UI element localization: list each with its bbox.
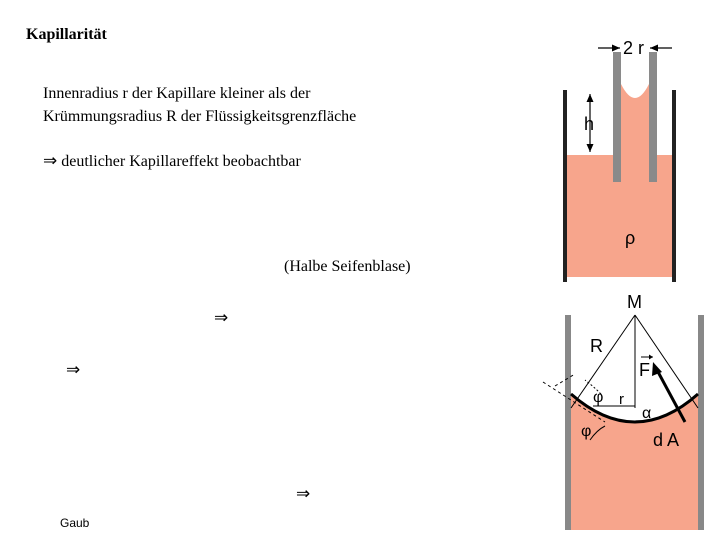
implies-arrow-icon: ⇒ xyxy=(214,308,229,328)
force-label: F xyxy=(639,360,650,380)
area-label: d A xyxy=(653,430,680,450)
r-label: r xyxy=(619,391,624,408)
density-label: ρ xyxy=(625,228,636,248)
capillary-rise-diagram xyxy=(560,32,680,282)
intro-line-1: Innenradius r der Kapillare kleiner als der xyxy=(43,85,311,102)
tube-wall-right xyxy=(698,315,704,530)
conclusion-text: deutlicher Kapillareffekt beobachtbar xyxy=(61,153,301,170)
phi-angle-bottom-label: φ xyxy=(581,423,592,440)
meniscus-geometry-diagram xyxy=(535,290,715,535)
width-label: 2 r xyxy=(623,38,645,58)
capillary-liquid-column xyxy=(621,84,649,182)
conclusion-line xyxy=(43,151,301,171)
slide-title: Kapillarität xyxy=(26,26,107,43)
height-label: h xyxy=(584,114,595,134)
center-label: M xyxy=(627,292,642,312)
implies-arrow-icon: ⇒ xyxy=(66,360,81,380)
tube-wall-left xyxy=(565,315,571,530)
capillary-wall-left xyxy=(613,52,621,182)
radius-label: R xyxy=(590,336,603,356)
soap-bubble-note: (Halbe Seifenblase) xyxy=(284,258,411,275)
container-wall-left xyxy=(563,90,567,282)
capillary-wall-right xyxy=(649,52,657,182)
phi-angle-top-label: φ xyxy=(593,389,604,406)
footer-author: Gaub xyxy=(60,516,90,530)
intro-line-2: Krümmungsradius R der Flüssigkeitsgrenzfläche xyxy=(43,108,357,125)
meniscus-liquid xyxy=(571,394,698,530)
alpha-angle-label: α xyxy=(642,405,652,422)
intro-paragraph xyxy=(43,82,463,128)
implies-arrow-icon: ⇒ xyxy=(43,151,58,171)
container-wall-right xyxy=(672,90,676,282)
implies-arrow-icon: ⇒ xyxy=(296,484,311,504)
